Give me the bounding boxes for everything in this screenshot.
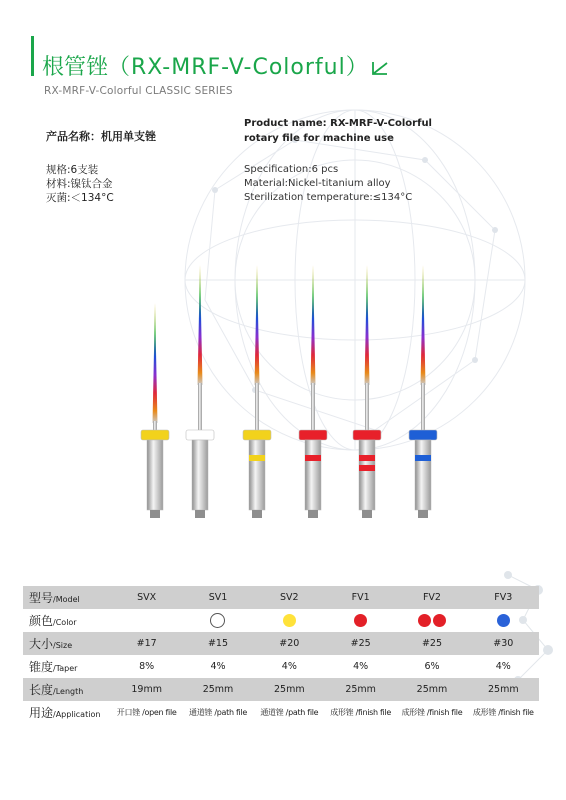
table-cell: 4% [495, 661, 511, 672]
table-cell: #17 [136, 638, 157, 649]
row-label-cn: 长度 [29, 683, 54, 697]
table-cell: 6% [424, 661, 440, 672]
endo-file [409, 265, 437, 518]
table-cell: 25mm [274, 684, 305, 695]
spec-line: Specification:6 pcs [244, 164, 339, 175]
table-cell: 通道锉 /path file [260, 708, 319, 717]
product-name-en [244, 116, 432, 146]
spec-line: 灭菌:＜134°C [46, 192, 114, 204]
table-cell: SV1 [208, 592, 228, 603]
color-dot [210, 613, 225, 628]
table-cell: 开口锉 /open file [116, 708, 177, 717]
product-name-line: rotary file for machine use [244, 133, 394, 144]
spec-line: 材料:镍钛合金 [46, 178, 113, 190]
table-cell: 25mm [345, 684, 376, 695]
table-row [23, 586, 539, 609]
spec-line: 规格:6支装 [46, 164, 99, 176]
table-cell: 成形锉 /finish file [330, 708, 392, 717]
table-cell [325, 614, 396, 627]
table-cell: #25 [421, 638, 442, 649]
table-cell: 成形锉 /finish file [472, 708, 534, 717]
product-specs-cn [46, 163, 114, 205]
endo-file [186, 265, 214, 518]
row-label-en: /Taper [53, 664, 78, 673]
endo-file [243, 265, 271, 518]
table-cell: 19mm [131, 684, 162, 695]
table-cell: #15 [207, 638, 229, 649]
spec-table [23, 586, 539, 724]
table-row [23, 678, 539, 701]
row-label-en: /Application [53, 710, 101, 719]
row-label [23, 589, 111, 606]
row-label-cn: 用途 [29, 706, 54, 720]
table-cell [468, 614, 539, 627]
row-label-cn: 锥度 [29, 660, 54, 674]
table-row [23, 655, 539, 678]
table-cell: 8% [139, 661, 155, 672]
row-label-en: /Color [53, 618, 77, 627]
title-accent-bar [31, 36, 34, 76]
file-product-illustration [100, 255, 480, 525]
row-label-cn: 颜色 [29, 614, 54, 628]
table-cell: #20 [279, 638, 300, 649]
title-model: （RX-MRF-V-Colorful） [108, 55, 369, 80]
color-dot [418, 614, 431, 627]
table-cell: 通道锉 /path file [189, 708, 247, 717]
row-label [23, 681, 111, 698]
row-label [23, 704, 111, 721]
table-cell: #30 [493, 638, 514, 649]
table-cell: 25mm [416, 684, 448, 695]
table-cell: #25 [350, 638, 371, 649]
row-label-cn: 大小 [29, 637, 54, 651]
table-cell: 4% [210, 661, 226, 672]
row-label-en: /Size [53, 641, 73, 650]
table-cell: 25mm [202, 684, 234, 695]
table-row [23, 701, 539, 724]
endo-file [299, 265, 327, 518]
table-cell: 4% [281, 661, 297, 672]
endo-file [141, 303, 169, 518]
table-cell: SVX [137, 592, 157, 603]
title-cn: 根管锉 [42, 55, 109, 80]
spec-line: Sterilization temperature:≤134°C [244, 192, 413, 203]
color-dot [354, 614, 367, 627]
row-label-en: /Length [53, 687, 84, 696]
angle-icon [371, 61, 389, 75]
table-row [23, 609, 539, 632]
row-label-en: /Model [53, 595, 80, 604]
table-cell [396, 614, 467, 627]
page-title [42, 50, 389, 81]
product-name-cn: 产品名称：机用单支锉 [46, 130, 156, 143]
product-name-line: Product name: RX-MRF-V-Colorful [244, 118, 432, 129]
row-label [23, 635, 111, 652]
color-dot [497, 614, 510, 627]
endo-file [353, 265, 381, 518]
table-row [23, 632, 539, 655]
series-subtitle: RX-MRF-V-Colorful CLASSIC SERIES [44, 85, 233, 97]
color-dot [433, 614, 446, 627]
table-cell: 成形锉 /finish file [401, 708, 463, 717]
table-cell [254, 614, 325, 627]
table-cell [182, 613, 253, 628]
table-cell: FV2 [422, 592, 441, 603]
table-cell: FV3 [494, 592, 513, 603]
table-cell: 25mm [488, 684, 519, 695]
row-label [23, 612, 111, 629]
spec-line: Material:Nickel-titanium alloy [244, 178, 391, 189]
color-dot [283, 614, 296, 627]
table-cell: SV2 [280, 592, 299, 603]
table-cell: 4% [353, 661, 369, 672]
table-cell: FV1 [351, 592, 370, 603]
row-label-cn: 型号 [29, 591, 54, 605]
row-label [23, 658, 111, 675]
product-specs-en [244, 163, 412, 205]
